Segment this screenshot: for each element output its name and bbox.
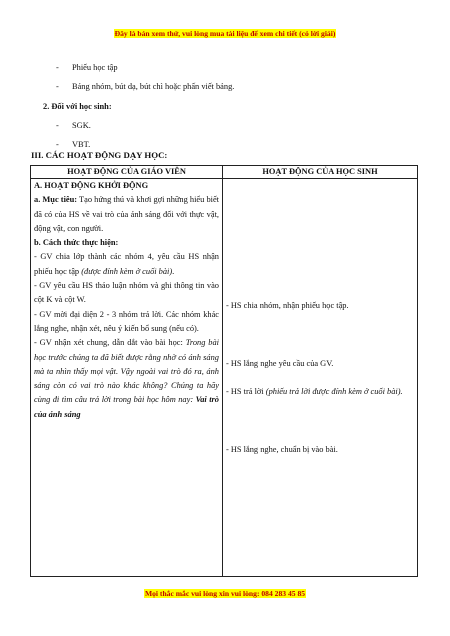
goal-text: Tạo hứng thú và khơi gợi những hiểu biết đã có của HS về vai trò của ánh sáng đối với thực vật, động vật, con người.	[34, 195, 220, 233]
student-step: - HS trả lời (phiếu trả lời được đính kèm ở cuối bài).	[226, 387, 403, 396]
teacher-step: - GV yêu cầu HS thảo luận nhóm và ghi thông tin vào cột K và cột W.	[34, 281, 219, 305]
table-row	[31, 179, 418, 577]
contact-banner: Mọi thắc mắc vui lòng xin vui lòng: 084 283 45 85	[144, 589, 306, 598]
student-step: - HS chia nhóm, nhận phiếu học tập.	[226, 301, 349, 310]
student-step: - HS lắng nghe yêu cầu của GV.	[226, 359, 334, 368]
teacher-step: - GV nhận xét chung, dẫn dắt vào bài học: Trong bài học trước chúng ta đã biết được rằng nhờ có ánh sáng mà ta nhìn thấy mọi vật. Vậy ngoài vai trò đó ra, ánh sáng còn có vai trò nào khác không? Chúng ta hãy cùng đi tìm câu trả lời trong bài học hôm nay: Vai trò của ánh sáng	[34, 338, 219, 419]
list-item: -	[56, 140, 59, 149]
section-heading: III. CÁC HOẠT ĐỘNG DẠY HỌC:	[31, 150, 168, 160]
list-item: -	[56, 82, 59, 91]
student-activity-cell	[223, 179, 418, 577]
list-item-text: Bảng nhóm, bút dạ, bút chì hoặc phấn viết bảng.	[72, 82, 235, 91]
table-header-row	[31, 166, 418, 179]
teacher-activity-cell	[31, 179, 223, 577]
student-step: - HS lắng nghe, chuẩn bị vào bài.	[226, 445, 338, 454]
list-item-text: SGK.	[72, 121, 91, 130]
teacher-column-header: HOẠT ĐỘNG CỦA GIÁO VIÊN	[31, 166, 223, 179]
goal-label: a. Mục tiêu:	[34, 195, 78, 205]
list-item-text: Phiếu học tập	[72, 63, 118, 72]
list-item: -	[56, 121, 59, 130]
list-item: -	[56, 63, 59, 72]
list-item-text: VBT.	[72, 140, 91, 149]
activity-title: A. HOẠT ĐỘNG KHỞI ĐỘNG	[34, 181, 149, 190]
method-label: b. Cách thức thực hiện:	[34, 238, 119, 248]
preview-banner: Đây là bản xem thử, vui lòng mua tài liệu để xem chi tiết (có lời giải)	[114, 29, 336, 38]
student-materials-heading: 2. Đối với học sinh:	[43, 102, 112, 111]
teacher-step: - GV chia lớp thành các nhóm 4, yêu cầu HS nhận phiếu học tập (được đính kèm ở cuối bài).	[34, 252, 219, 276]
goal-paragraph	[34, 193, 219, 236]
teacher-step: - GV mời đại diện 2 - 3 nhóm trả lời. Các nhóm khác lắng nghe, nhận xét, nêu ý kiến bổ sung (nếu có).	[34, 309, 219, 333]
student-column-header: HOẠT ĐỘNG CỦA HỌC SINH	[223, 166, 418, 179]
activity-table	[30, 165, 418, 577]
